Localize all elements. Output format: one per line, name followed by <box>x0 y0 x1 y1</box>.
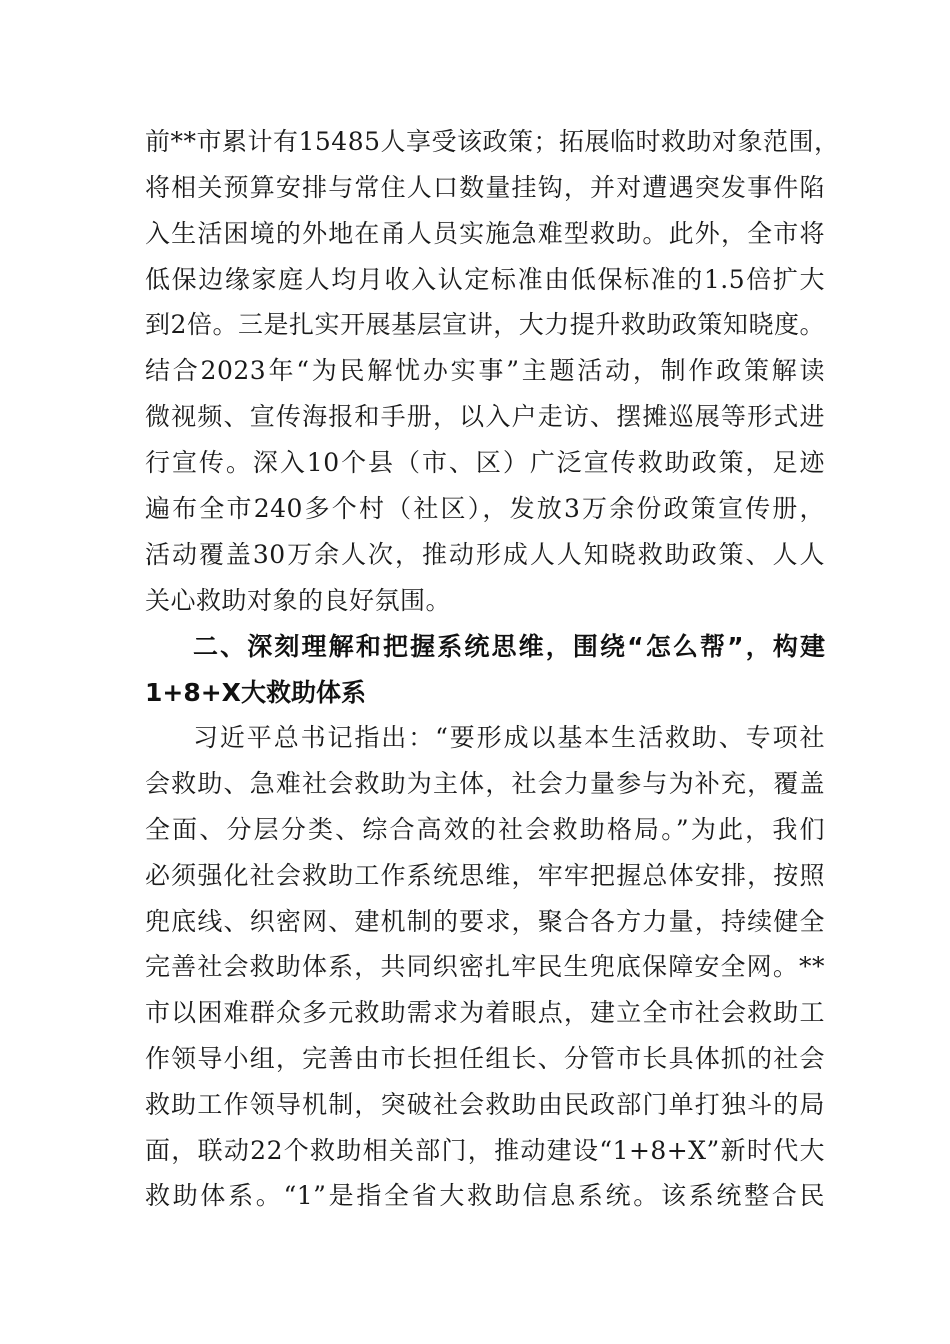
paragraph-line: 全面、分层分类、综合高效的社会救助格局。”为此，我们 <box>145 815 825 844</box>
paragraph-line: 关心救助对象的良好氛围。 <box>145 586 452 615</box>
paragraph-line: 结合2023年“为民解忧办实事”主题活动，制作政策解读 <box>145 356 825 385</box>
paragraph-line: 活动覆盖30万余人次，推动形成人人知晓救助政策、人人 <box>145 540 825 569</box>
section-heading: 1+8+X大救助体系 <box>145 678 366 707</box>
paragraph-line: 微视频、宣传海报和手册，以入户走访、摆摊巡展等形式进 <box>145 402 825 431</box>
paragraph-line: 习近平总书记指出：“要形成以基本生活救助、专项社 <box>193 723 825 752</box>
paragraph-line: 救助工作领导机制，突破社会救助由民政部门单打独斗的局 <box>145 1090 825 1119</box>
paragraph-line: 到2倍。三是扎实开展基层宣讲，大力提升救助政策知晓度。 <box>145 310 825 339</box>
paragraph-line: 入生活困境的外地在甬人员实施急难型救助。此外，全市将 <box>145 219 825 248</box>
paragraph-line: 前**市累计有15485人享受该政策；拓展临时救助对象范围， <box>145 127 840 156</box>
paragraph-line: 必须强化社会救助工作系统思维，牢牢把握总体安排，按照 <box>145 861 825 890</box>
paragraph-line: 行宣传。深入10个县（市、区）广泛宣传救助政策，足迹 <box>145 448 825 477</box>
paragraph-line: 低保边缘家庭人均月收入认定标准由低保标准的1.5倍扩大 <box>145 265 825 294</box>
paragraph-line: 作领导小组，完善由市长担任组长、分管市长具体抓的社会 <box>145 1044 825 1073</box>
paragraph-line: 完善社会救助体系，共同织密扎牢民生兜底保障安全网。** <box>145 952 825 981</box>
paragraph-line: 遍布全市240多个村（社区），发放3万余份政策宣传册， <box>145 494 825 523</box>
paragraph-line: 市以困难群众多元救助需求为着眼点，建立全市社会救助工 <box>145 998 825 1027</box>
paragraph-line: 救助体系。“1”是指全省大救助信息系统。该系统整合民 <box>145 1181 825 1210</box>
paragraph-line: 兜底线、织密网、建机制的要求，聚合各方力量，持续健全 <box>145 907 825 936</box>
paragraph-line: 会救助、急难社会救助为主体，社会力量参与为补充，覆盖 <box>145 769 825 798</box>
section-heading: 二、深刻理解和把握系统思维，围绕“怎么帮”，构建 <box>193 632 825 661</box>
paragraph-line: 将相关预算安排与常住人口数量挂钩，并对遭遇突发事件陷 <box>145 173 825 202</box>
paragraph-line: 面，联动22个救助相关部门，推动建设“1+8+X”新时代大 <box>145 1136 825 1165</box>
